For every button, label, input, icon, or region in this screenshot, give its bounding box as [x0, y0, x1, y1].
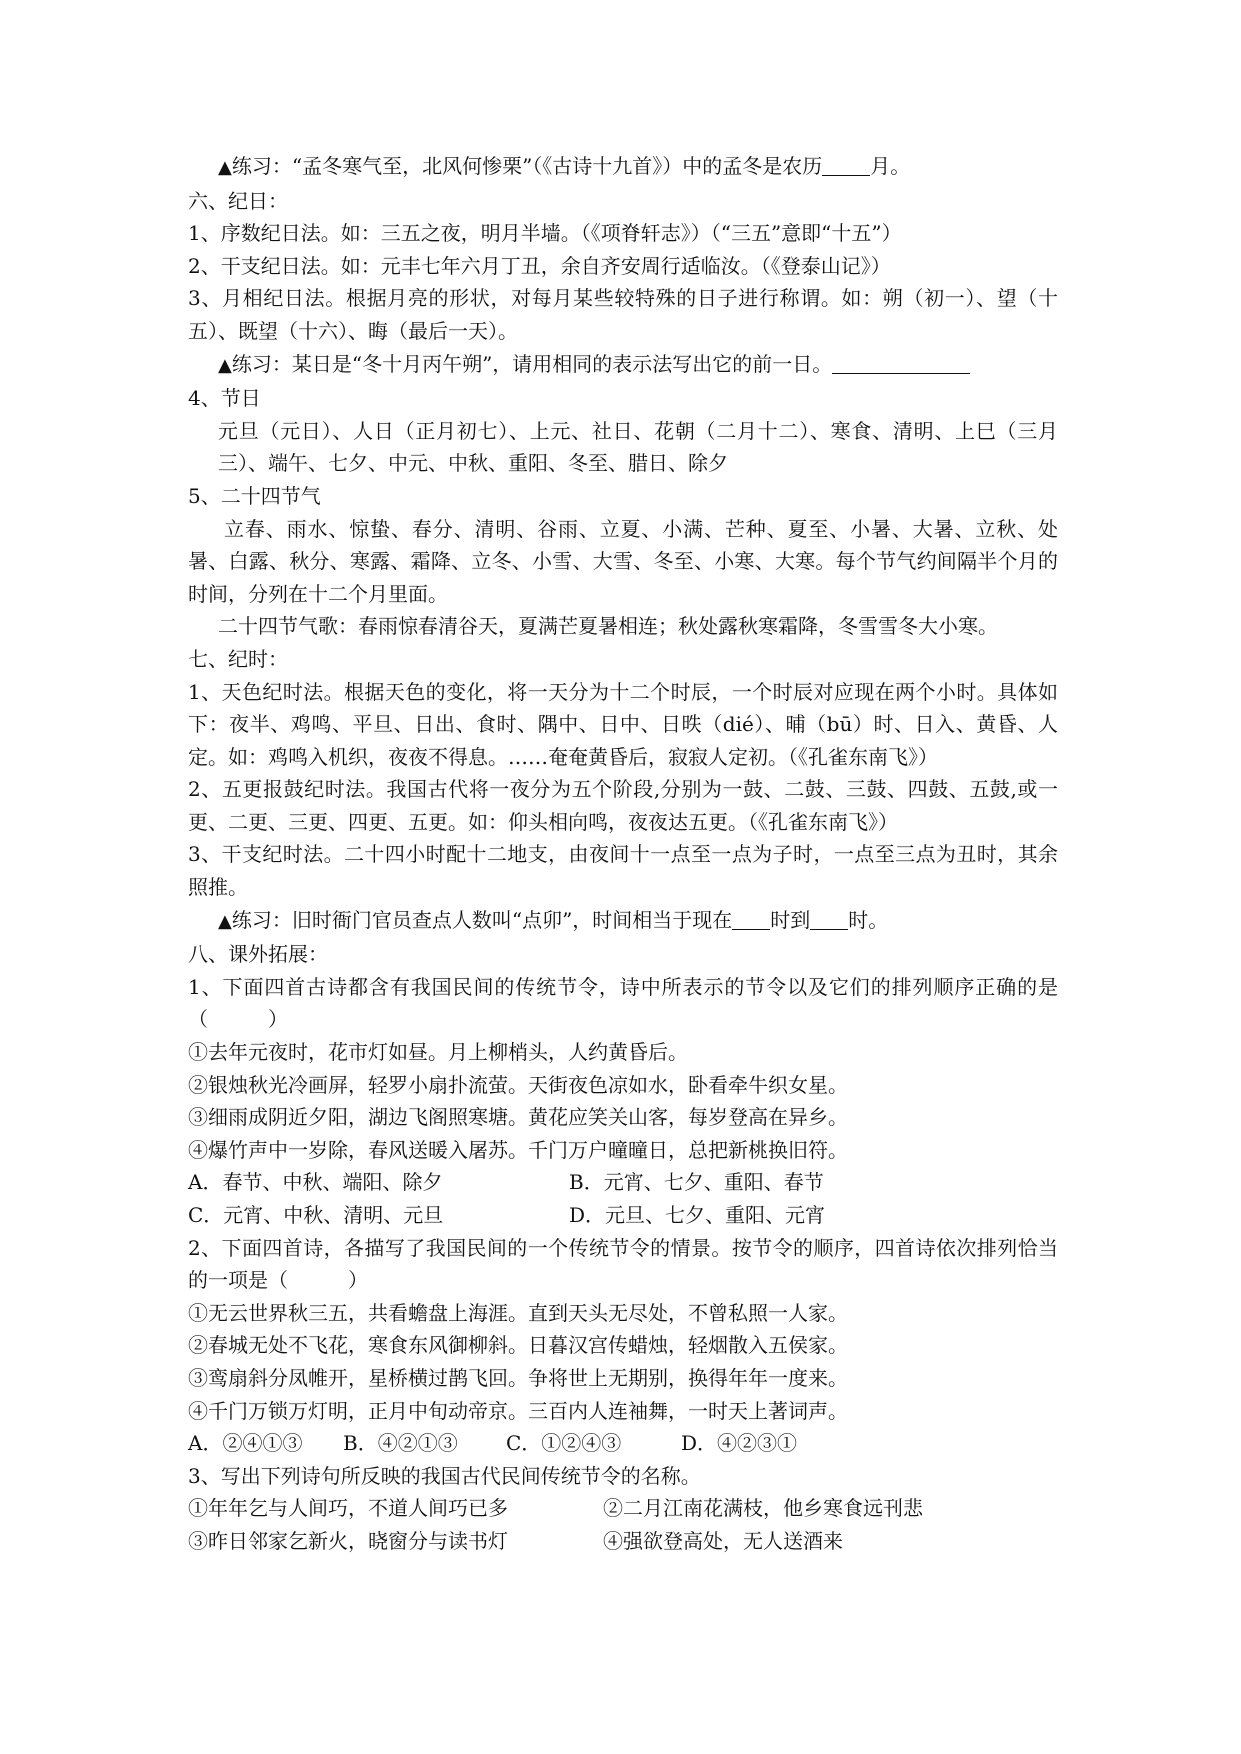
poem-line: ④爆竹声中一岁除，春风送暖入屠苏。千门万户曈曈日，总把新桃换旧符。 [188, 1137, 848, 1162]
question-stem: 3、写出下列诗句所反映的我国古代民间传统节令的名称。 [188, 1463, 701, 1488]
option-b[interactable]: B．元宵、七夕、重阳、春节 [569, 1170, 824, 1195]
poem-line: ①去年元夜时，花市灯如昼。月上柳梢头，人约黄昏后。 [188, 1040, 688, 1065]
option-row [188, 1199, 1058, 1232]
list-item: 2、干支纪日法。如：元丰七年六月丁丑，余自齐安周行适临汝。（《登泰山记》） [188, 253, 891, 278]
triangle-marker-icon: ▲ [218, 910, 232, 932]
poem-item: ④强欲登高处，无人送酒来 [603, 1528, 843, 1553]
option-d[interactable]: D．④②③① [681, 1431, 798, 1456]
festival-list: 元旦（元日）、人日（正月初七）、上元、社日、花朝（二月十二）、寒食、清明、上巳（三月三）、端午、七夕、中元、中秋、重阳、冬至、腊日、除夕 [218, 418, 1058, 476]
answer-blank[interactable] [822, 155, 870, 176]
list-item: 1、天色纪时法。根据天色的变化，将一天分为十二个时辰，一个时辰对应现在两个小时。具体如下：夜半、鸡鸣、平旦、日出、食时、隅中、日中、日昳（dié）、晡（bū）时、日入、黄昏、人定。如：鸡鸣入机织，夜夜不得息。……奄奄黄昏后，寂寂人定初。（《孔雀东南飞》） [188, 679, 1058, 769]
poem-line: ④千门万锁万灯明，正月中旬动帝京。三百内人连袖舞，一时天上著词声。 [188, 1398, 848, 1423]
answer-blank[interactable] [832, 353, 970, 374]
list-item: 3、月相纪日法。根据月亮的形状，对每月某些较特殊的日子进行称谓。如：朔（初一）、望（十五）、既望（十六）、晦（最后一天）。 [188, 286, 1058, 343]
question-stem: 1、下面四首古诗都含有我国民间的传统节令，诗中所表示的节令以及它们的排列顺序正确的是（ ） [188, 974, 1058, 1032]
option-a[interactable]: A．春节、中秋、端阳、除夕 [188, 1170, 443, 1195]
solar-terms-song: 二十四节气歌：春雨惊春清谷天，夏满芒夏暑相连；秋处露秋寒霜降，冬雪雪冬大小寒。 [218, 614, 998, 639]
poem-item: ③昨日邻家乞新火，晓窗分与读书灯 [188, 1528, 508, 1553]
poem-line: ③鸾扇斜分凤帷开，星桥横过鹊飞回。争将世上无期别，换得年年一度来。 [188, 1365, 848, 1390]
section-title: 八、课外拓展： [188, 942, 328, 967]
list-item: 3、干支纪时法。二十四小时配十二地支，由夜间十一点至一点为子时，一点至三点为丑时，其余照推。 [188, 842, 1058, 900]
question-stem: 2、下面四首诗，各描写了我国民间的一个传统节令的情景。按节令的顺序，四首诗依次排列恰当的一项是（ ） [188, 1235, 1058, 1293]
exercise-day: ▲练习：某日是“冬十月丙午朔”，请用相同的表示法写出它的前一日。 [188, 348, 1058, 383]
option-a[interactable]: A．②④①③ [188, 1431, 303, 1456]
option-row [188, 1427, 1058, 1460]
triangle-marker-icon: ▲ [218, 157, 232, 178]
list-item: 2、五更报鼓纪时法。我国古代将一夜分为五个阶段,分别为一鼓、二鼓、三鼓、四鼓、五鼓,或一更、二更、三更、四更、五更。如：仰头相向鸣，夜夜达五更。（《孔雀东南飞》） [188, 777, 1058, 834]
section-title: 七、纪时： [188, 646, 288, 671]
poem-line: ③细雨成阴近夕阳，湖边飞阁照寒塘。黄花应笑关山客，每岁登高在异乡。 [188, 1105, 848, 1130]
poem-item: ①年年乞与人间巧，不道人间巧已多 [188, 1496, 508, 1521]
subsection-title: 5、二十四节气 [188, 483, 321, 508]
solar-terms-list: 立春、雨水、惊蛰、春分、清明、谷雨、立夏、小满、芒种、夏至、小暑、大暑、立秋、处暑、白露、秋分、寒露、霜降、立冬、小雪、大雪、冬至、小寒、大寒。每个节气约间隔半个月的时间，分列在十二个月里面。 [188, 516, 1058, 606]
answer-blank[interactable] [732, 909, 770, 930]
option-b[interactable]: B．④②①③ [343, 1431, 458, 1456]
triangle-marker-icon: ▲ [218, 354, 232, 376]
subsection-title: 4、节日 [188, 386, 261, 411]
option-row [188, 1166, 1058, 1199]
poem-item: ②二月江南花满枝，他乡寒食远刊悲 [603, 1496, 923, 1521]
poem-line: ②春城无处不飞花，寒食东风御柳斜。日暮汉宫传蜡烛，轻烟散入五侯家。 [188, 1333, 848, 1358]
document-page [188, 150, 1058, 1558]
poem-line: ①无云世界秋三五，共看蟾盘上海涯。直到天头无尽处，不曾私照一人家。 [188, 1300, 848, 1325]
exercise-month: ▲练习：“孟冬寒气至，北风何惨栗”（《古诗十九首》）中的孟冬是农历 月。 [218, 154, 911, 178]
option-c[interactable]: C．元宵、中秋、清明、元旦 [188, 1203, 444, 1227]
poem-row [188, 1525, 1058, 1558]
exercise-time: ▲练习：旧时衙门官员查点人数叫“点卯”，时间相当于现在 时到 时。 [218, 907, 889, 932]
section-title: 六、纪日： [188, 188, 288, 213]
list-item: 1、序数纪日法。如：三五之夜，明月半墙。（《项脊轩志》）（“三五”意即“十五”） [188, 221, 902, 246]
poem-row [188, 1492, 1058, 1525]
option-d[interactable]: D．元旦、七夕、重阳、元宵 [569, 1203, 826, 1227]
poem-line: ②银烛秋光冷画屏，轻罗小扇扑流萤。天街夜色凉如水，卧看牵牛织女星。 [188, 1072, 848, 1097]
option-c[interactable]: C．①②④③ [506, 1431, 622, 1456]
answer-blank[interactable] [810, 909, 848, 930]
